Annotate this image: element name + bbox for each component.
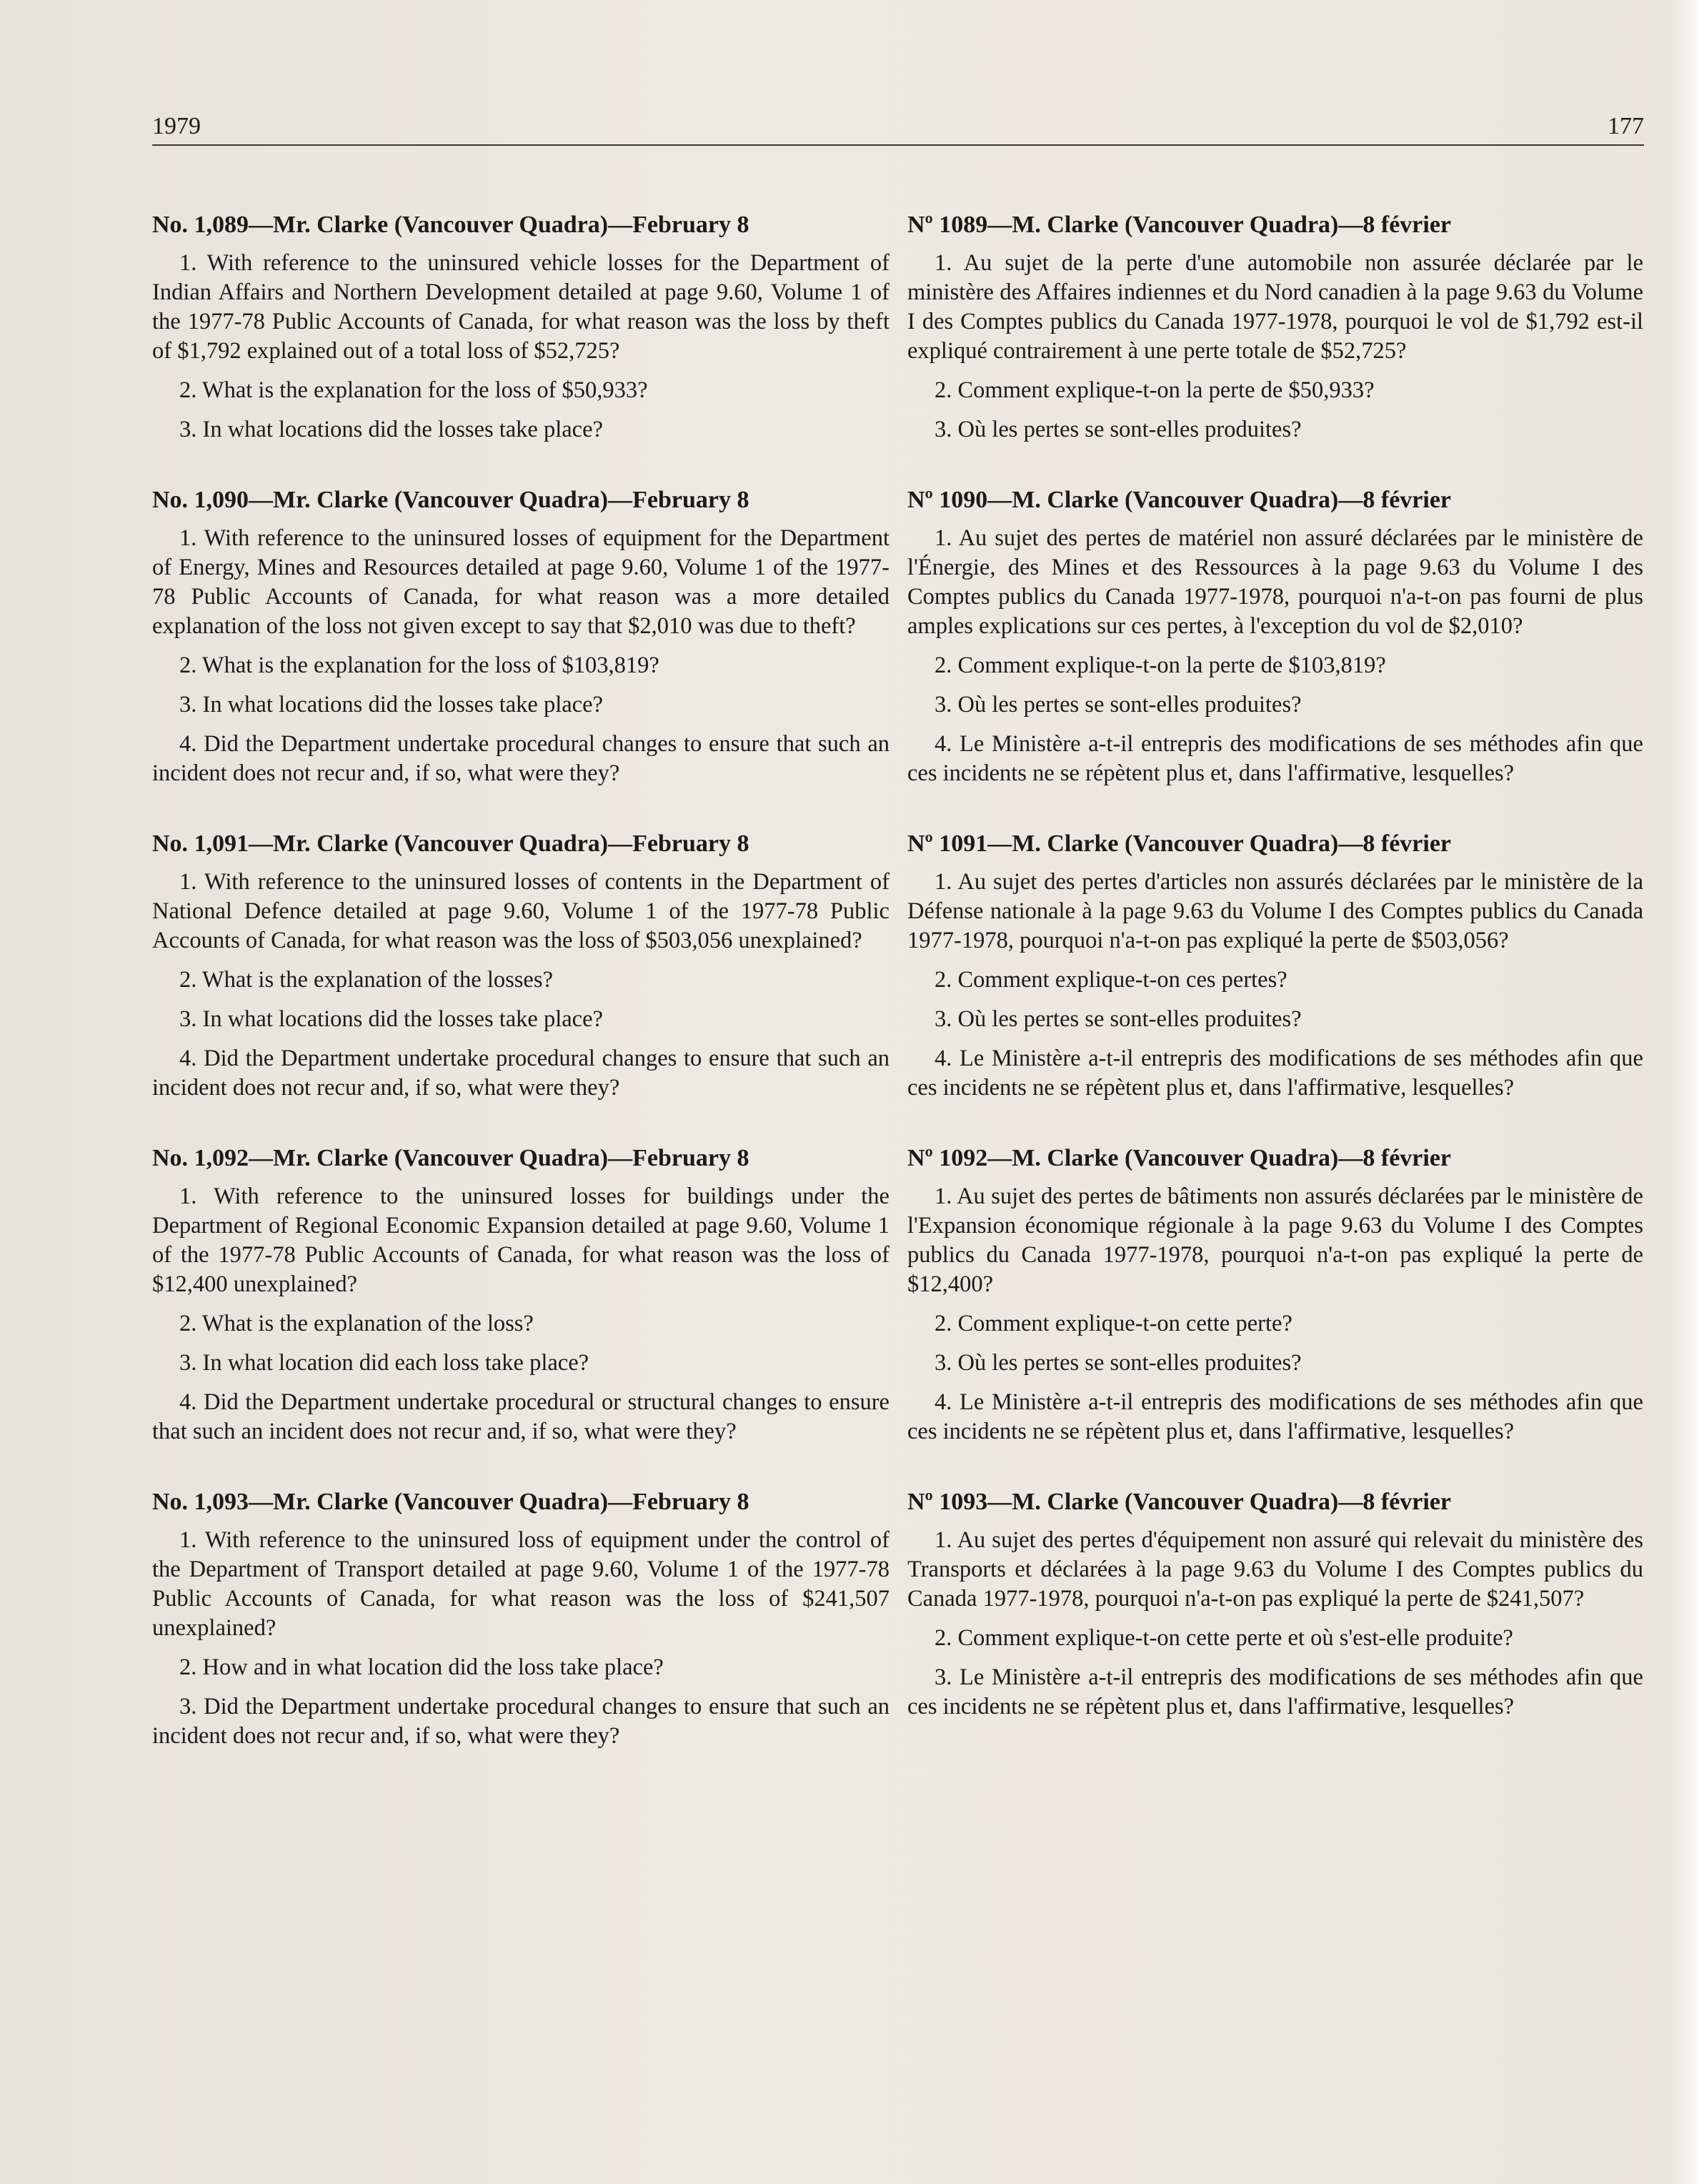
question-paragraph: 4. Did the Department undertake procedural changes to ensure that such an incident does not recur and, if so, what were they?	[152, 1046, 890, 1101]
question-paragraph: 3. Où les pertes se sont-elles produites?	[935, 1350, 1302, 1376]
question-paragraph: 3. Did the Department undertake procedural changes to ensure that such an incident does not recur and, if so, what were they?	[152, 1694, 890, 1749]
question-paragraph: 3. In what locations did the losses take place?	[179, 692, 603, 718]
question-title: Nº 1092—M. Clarke (Vancouver Quadra)—8 février	[907, 1145, 1451, 1171]
question-paragraph: 1. Au sujet de la perte d'une automobile non assurée déclarée par le ministère des Affaires indiennes et du Nord canadien à la page 9.63 du Volume I des Comptes publics du Canada 1977-1978, pourquoi le vol de $1,792 est-il expliqué contrairement à une perte totale de $52,725?	[907, 250, 1643, 364]
running-header	[152, 107, 1644, 146]
page-spine-shadow	[1670, 0, 1699, 2184]
question-paragraph: 4. Le Ministère a-t-il entrepris des modifications de ses méthodes afin que ces incidents ne se répètent plus et, dans l'affirmative, lesquelles?	[907, 1046, 1643, 1101]
question-paragraph: 1. Au sujet des pertes de matériel non assuré déclarées par le ministère de l'Énergie, des Mines et des Ressources à la page 9.63 du Volume I des Comptes publics du Canada 1977-1978, pourquoi n'a-t-on pas fourni de plus amples explications sur ces pertes, à l'exception du vol de $2,010?	[907, 525, 1643, 639]
question-paragraph: 1. Au sujet des pertes d'articles non assurés déclarées par le ministère de la Défense nationale à la page 9.63 du Volume I des Comptes publics du Canada 1977-1978, pourquoi n'a-t-on pas expliqué la perte de $503,056?	[907, 869, 1643, 953]
question-paragraph: 2. How and in what location did the loss take place?	[179, 1654, 664, 1680]
question-paragraph: 3. Le Ministère a-t-il entrepris des modifications de ses méthodes afin que ces incidents ne se répètent plus et, dans l'affirmative, lesquelles?	[907, 1664, 1643, 1719]
question-title: No. 1,091—Mr. Clarke (Vancouver Quadra)—February 8	[152, 830, 749, 857]
question-title: No. 1,089—Mr. Clarke (Vancouver Quadra)—February 8	[152, 212, 749, 238]
question-paragraph: 2. Comment explique-t-on cette perte et où s'est-elle produite?	[935, 1625, 1513, 1651]
question-paragraph: 1. Au sujet des pertes de bâtiments non assurés déclarées par le ministère de l'Expansion économique régionale à la page 9.63 du Volume I des Comptes publics du Canada 1977-1978, pourquoi n'a-t-on pas expliqué la perte de $12,400?	[907, 1183, 1643, 1297]
question-paragraph: 2. Comment explique-t-on la perte de $50,933?	[935, 377, 1375, 403]
question-1091-fr	[907, 828, 1643, 1103]
question-title: No. 1,093—Mr. Clarke (Vancouver Quadra)—February 8	[152, 1489, 749, 1515]
question-paragraph: 1. With reference to the uninsured losses for buildings under the Department of Regional Economic Expansion detailed at page 9.60, Volume 1 of the 1977-78 Public Accounts of Canada, for what reason was the loss of $12,400 unexplained?	[152, 1183, 890, 1297]
header-page-number: 177	[1608, 113, 1644, 139]
question-1092-en	[152, 1142, 890, 1446]
question-paragraph: 4. Did the Department undertake procedural changes to ensure that such an incident does not recur and, if so, what were they?	[152, 731, 890, 786]
question-paragraph: 4. Le Ministère a-t-il entrepris des modifications de ses méthodes afin que ces incidents ne se répètent plus et, dans l'affirmative, lesquelles?	[907, 1389, 1643, 1444]
question-1089-en	[152, 209, 890, 445]
question-paragraph: 3. Où les pertes se sont-elles produites?	[935, 692, 1302, 718]
question-1089-fr	[907, 209, 1643, 445]
question-paragraph: 4. Did the Department undertake procedural or structural changes to ensure that such an incident does not recur and, if so, what were they?	[152, 1389, 890, 1444]
question-1093-fr	[907, 1486, 1643, 1722]
french-column	[907, 209, 1643, 1761]
question-paragraph: 3. In what locations did the losses take place?	[179, 1006, 603, 1032]
question-paragraph: 2. Comment explique-t-on la perte de $103,819?	[935, 652, 1386, 678]
question-title: Nº 1089—M. Clarke (Vancouver Quadra)—8 février	[907, 212, 1451, 238]
question-paragraph: 2. What is the explanation of the loss?	[179, 1311, 534, 1336]
question-paragraph: 3. Où les pertes se sont-elles produites?	[935, 417, 1302, 442]
header-year: 1979	[152, 113, 201, 139]
question-paragraph: 3. Où les pertes se sont-elles produites?	[935, 1006, 1302, 1032]
question-paragraph: 1. With reference to the uninsured losses of equipment for the Department of Energy, Mines and Resources detailed at page 9.60, Volume 1 of the 1977-78 Public Accounts of Canada, for what reason was a more detailed explanation of the loss not given except to say that $2,010 was due to theft?	[152, 525, 890, 639]
question-paragraph: 1. With reference to the uninsured losses of contents in the Department of National Defence detailed at page 9.60, Volume 1 of the 1977-78 Public Accounts of Canada, for what reason was the loss of $503,056 unexplained?	[152, 869, 890, 953]
question-paragraph: 2. What is the explanation for the loss of $50,933?	[179, 377, 648, 403]
question-title: Nº 1090—M. Clarke (Vancouver Quadra)—8 février	[907, 487, 1451, 513]
question-paragraph: 2. Comment explique-t-on cette perte?	[935, 1311, 1292, 1336]
question-title: Nº 1091—M. Clarke (Vancouver Quadra)—8 février	[907, 830, 1451, 857]
english-column	[152, 209, 890, 1790]
question-title: No. 1,090—Mr. Clarke (Vancouver Quadra)—February 8	[152, 487, 749, 513]
question-paragraph: 3. In what location did each loss take place?	[179, 1350, 589, 1376]
question-paragraph: 2. What is the explanation of the losses?	[179, 967, 553, 993]
question-1090-fr	[907, 484, 1643, 788]
question-paragraph: 4. Le Ministère a-t-il entrepris des modifications de ses méthodes afin que ces incidents ne se répètent plus et, dans l'affirmative, lesquelles?	[907, 731, 1643, 786]
question-title: No. 1,092—Mr. Clarke (Vancouver Quadra)—February 8	[152, 1145, 749, 1171]
question-1092-fr	[907, 1142, 1643, 1446]
question-title: Nº 1093—M. Clarke (Vancouver Quadra)—8 février	[907, 1489, 1451, 1515]
question-1090-en	[152, 484, 890, 788]
question-paragraph: 1. With reference to the uninsured loss of equipment under the control of the Department of Transport detailed at page 9.60, Volume 1 of the 1977-78 Public Accounts of Canada, for what reason was the loss of $241,507 unexplained?	[152, 1527, 890, 1641]
question-paragraph: 1. Au sujet des pertes d'équipement non assuré qui relevait du ministère des Transports et déclarées à la page 9.63 du Volume I des Comptes publics du Canada 1977-1978, pourquoi n'a-t-on pas expliqué la perte de $241,507?	[907, 1527, 1643, 1612]
question-paragraph: 2. Comment explique-t-on ces pertes?	[935, 967, 1287, 993]
question-paragraph: 1. With reference to the uninsured vehicle losses for the Department of Indian Affairs and Northern Development detailed at page 9.60, Volume 1 of the 1977-78 Public Accounts of Canada, for what reason was the loss by theft of $1,792 explained out of a total loss of $52,725?	[152, 250, 890, 364]
question-1093-en	[152, 1486, 890, 1751]
question-paragraph: 2. What is the explanation for the loss of $103,819?	[179, 652, 659, 678]
question-paragraph: 3. In what locations did the losses take place?	[179, 417, 603, 442]
question-1091-en	[152, 828, 890, 1103]
